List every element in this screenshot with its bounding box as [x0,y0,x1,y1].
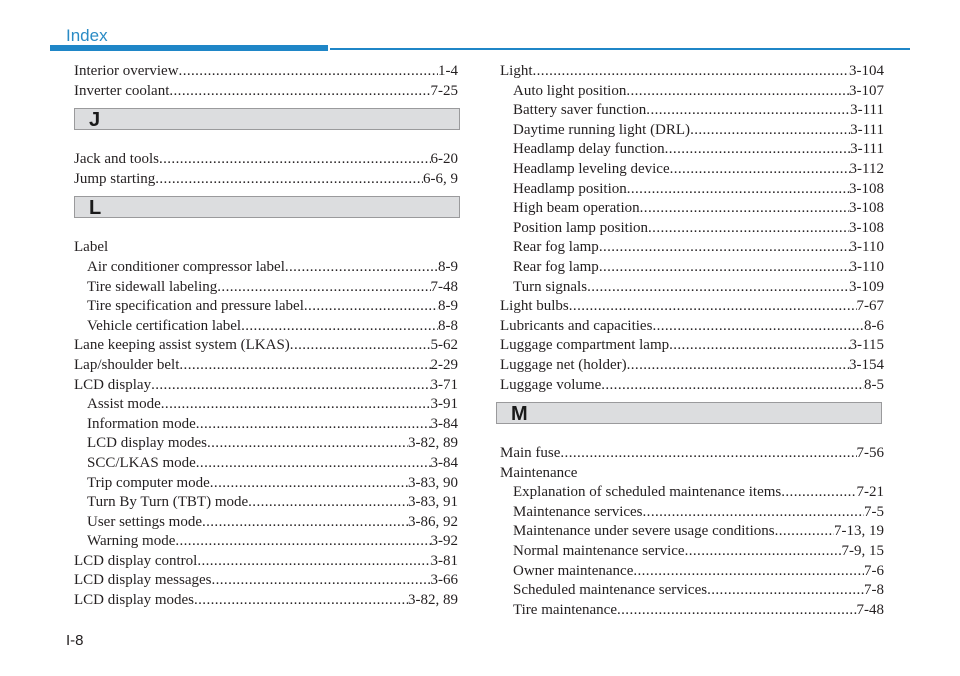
entry-label: Headlamp delay function [513,141,665,158]
entry-label: Main fuse [500,445,561,462]
entry-label: Daytime running light (DRL) [513,121,691,138]
entry-page-ref: 3-82, 89 [408,592,458,609]
entry-label: Warning mode [87,533,176,550]
entry-label: Label [74,239,109,256]
entry-page-ref: 7-48 [856,601,884,618]
index-subentry [500,180,884,200]
index-entry [74,336,458,356]
entry-group [500,62,884,395]
entry-label: Light bulbs [500,298,569,315]
entry-label: LCD display modes [74,592,194,609]
index-subentry [500,101,884,121]
dot-leader [627,180,849,200]
entry-label: Light [500,63,533,79]
entry-page-ref: 3-83, 91 [408,494,458,511]
index-subentry [74,532,458,552]
entry-label: Lane keeping assist system (LKAS) [74,337,290,354]
entry-label: Assist mode [87,396,161,413]
entry-label: Information mode [87,415,196,432]
entry-page-ref: 7-13, 19 [834,523,884,540]
entry-page-ref: 7-9, 15 [841,543,884,560]
entry-page-ref: 3-86, 92 [408,513,458,530]
entry-page-ref: 3-66 [430,572,458,589]
entry-page-ref: 7-8 [864,582,884,599]
entry-label: LCD display modes [87,435,207,452]
index-subentry [74,395,458,415]
entry-page-ref: 3-82, 89 [408,435,458,452]
dot-leader [169,82,430,102]
dot-leader [248,493,408,513]
dot-leader [646,101,850,121]
index-column-left [74,62,458,611]
entry-page-ref: 7-5 [864,503,884,520]
header-accent-bar [50,45,328,51]
entry-page-ref: 3-108 [849,200,884,217]
dot-leader [197,552,430,572]
entry-group [74,150,458,189]
entry-page-ref: 6-6, 9 [423,170,458,187]
entry-page-ref: 6-20 [430,151,458,168]
entry-page-ref: 3-110 [849,239,884,256]
index-subentry [500,140,884,160]
index-entry [500,356,884,376]
entry-label: Maintenance under severe usage conditions [513,523,775,540]
dot-leader [285,258,438,278]
index-entry [74,552,458,572]
entry-label: LCD display messages [74,572,212,589]
dot-leader [685,542,842,562]
index-subentry [500,601,884,621]
index-entry-heading [500,464,884,484]
entry-page-ref: 3-112 [849,160,884,177]
entry-page-ref: 2-29 [430,356,458,373]
dot-leader [643,503,864,523]
entry-label: Turn signals [513,278,588,295]
dot-leader [640,199,849,219]
index-subentry [74,454,458,474]
index-subentry [500,219,884,239]
dot-leader [587,278,849,298]
entry-label: Tire maintenance [513,601,617,618]
dot-leader [179,62,438,82]
entry-page-ref: 3-111 [850,102,884,119]
entry-page-ref: 8-5 [864,376,884,393]
index-subentry [500,483,884,503]
index-entry [74,62,458,82]
dot-leader [175,532,430,552]
entry-page-ref: 3-84 [430,415,458,432]
dot-leader [599,258,850,278]
dot-leader [304,297,438,317]
index-subentry [500,503,884,523]
entry-page-ref: 7-21 [856,484,884,501]
dot-leader [194,591,408,611]
entry-page-ref: 3-154 [849,356,884,373]
index-subentry [500,542,884,562]
entry-page-ref: 3-91 [430,396,458,413]
entry-page-ref: 3-108 [849,219,884,236]
dot-leader [155,170,423,190]
entry-label: Rear fog lamp [513,239,599,256]
index-subentry [74,415,458,435]
dot-leader [652,317,864,337]
dot-leader [601,376,864,396]
index-entry [74,150,458,170]
entry-page-ref: 8-9 [438,258,458,275]
entry-label: Vehicle certification label [87,317,242,334]
entry-label: Tire sidewall labeling [87,278,218,295]
index-subentry [74,474,458,494]
entry-label: Tire specification and pressure label [87,298,304,315]
index-entry [500,376,884,396]
entry-label: Luggage net (holder) [500,356,627,373]
index-subentry [500,278,884,298]
index-entry [500,297,884,317]
entry-label: Maintenance [500,464,578,481]
entry-label: Owner maintenance [513,562,634,579]
dot-leader [569,297,857,317]
entry-label: Scheduled maintenance services [513,582,708,599]
index-entry [500,62,884,82]
dot-leader [210,474,408,494]
entry-label: Trip computer mode [87,474,210,491]
entry-page-ref: 3-115 [849,337,884,354]
entry-label: Rear fog lamp [513,258,599,275]
entry-page-ref: 1-4 [438,63,458,79]
dot-leader [159,150,431,170]
index-entry [500,317,884,337]
dot-leader [207,434,408,454]
dot-leader [211,571,430,591]
entry-page-ref: 5-62 [430,337,458,354]
entry-label: Inverter coolant [74,82,170,99]
dot-leader [202,513,408,533]
index-subentry [500,160,884,180]
entry-label: Auto light position [513,82,627,99]
index-subentry [74,278,458,298]
index-entry [74,571,458,591]
dot-leader [290,336,431,356]
entry-page-ref: 8-8 [438,317,458,334]
entry-page-ref: 3-92 [430,533,458,550]
dot-leader [648,219,849,239]
entry-page-ref: 7-25 [430,82,458,99]
index-subentry [500,258,884,278]
index-subentry [74,513,458,533]
section-letter: J [89,109,101,132]
entry-page-ref: 7-56 [856,445,884,462]
index-subentry [500,562,884,582]
index-subentry [500,121,884,141]
entry-label: Lap/shoulder belt [74,356,180,373]
section-letter: L [89,197,102,220]
dot-leader [707,581,864,601]
dot-leader [665,140,850,160]
index-entry [74,356,458,376]
index-subentry [74,297,458,317]
dot-leader [690,121,850,141]
entry-label: Jump starting [74,170,156,187]
dot-leader [781,483,856,503]
index-column-right [500,62,884,620]
dot-leader [775,522,834,542]
entry-label: Headlamp leveling device [513,160,670,177]
entry-label: Battery saver function [513,102,647,119]
dot-leader [633,562,864,582]
index-subentry [74,258,458,278]
entry-label: Explanation of scheduled maintenance items [513,484,782,501]
entry-label: Turn By Turn (TBT) mode [87,494,249,511]
index-entry [74,170,458,190]
index-subentry [500,522,884,542]
dot-leader [161,395,431,415]
entry-label: Interior overview [74,63,179,79]
entry-page-ref: 8-6 [864,317,884,334]
dot-leader [196,454,431,474]
index-entry [74,82,458,102]
entry-page-ref: 8-9 [438,298,458,315]
dot-leader [179,356,430,376]
entry-label: Air conditioner compressor label [87,258,285,275]
entry-label: Lubricants and capacities [500,317,653,334]
dot-leader [241,317,438,337]
page-header-title: Index [66,26,108,45]
section-heading-l [74,196,460,218]
dot-leader [617,601,857,621]
entry-group [74,238,458,610]
index-subentry [500,238,884,258]
entry-label: Maintenance services [513,503,643,520]
entry-page-ref: 3-83, 90 [408,474,458,491]
entry-page-ref: 7-67 [856,298,884,315]
entry-page-ref: 3-71 [430,376,458,393]
dot-leader [670,160,850,180]
entry-page-ref: 7-6 [864,562,884,579]
entry-page-ref: 3-108 [849,180,884,197]
dot-leader [627,356,849,376]
index-entry-heading [74,238,458,258]
entry-label: Jack and tools [74,151,159,168]
entry-label: User settings mode [87,513,202,530]
dot-leader [196,415,431,435]
index-subentry [500,82,884,102]
index-entry [74,376,458,396]
entry-page-ref: 3-84 [430,454,458,471]
page-number: I-8 [66,632,84,649]
entry-label: Luggage compartment lamp [500,337,670,354]
entry-page-ref: 3-110 [849,258,884,275]
entry-page-ref: 3-107 [849,82,884,99]
index-subentry [74,493,458,513]
dot-leader [560,444,856,464]
index-subentry [74,317,458,337]
entry-page-ref: 3-109 [849,278,884,295]
entry-label: Headlamp position [513,180,627,197]
dot-leader [533,62,850,82]
index-entry [74,591,458,611]
dot-leader [669,336,849,356]
section-letter: M [511,403,528,426]
entry-label: High beam operation [513,200,640,217]
dot-leader [599,238,850,258]
dot-leader [217,278,430,298]
entry-label: Normal maintenance service [513,543,685,560]
entry-page-ref: 7-48 [430,278,458,295]
entry-page-ref: 3-104 [849,63,884,79]
entry-group [500,444,884,620]
header-rule [330,48,910,50]
dot-leader [151,376,430,396]
index-entry [500,444,884,464]
entry-page-ref: 3-81 [430,552,458,569]
dot-leader [626,82,849,102]
index-subentry [500,581,884,601]
entry-group [74,62,458,101]
entry-label: SCC/LKAS mode [87,454,196,471]
entry-page-ref: 3-111 [850,141,884,158]
entry-label: Luggage volume [500,376,602,393]
index-subentry [500,199,884,219]
index-entry [500,336,884,356]
section-heading-j [74,108,460,130]
entry-page-ref: 3-111 [850,121,884,138]
entry-label: LCD display [74,376,152,393]
index-subentry [74,434,458,454]
entry-label: Position lamp position [513,219,649,236]
entry-label: LCD display control [74,552,198,569]
section-heading-m [496,402,882,424]
